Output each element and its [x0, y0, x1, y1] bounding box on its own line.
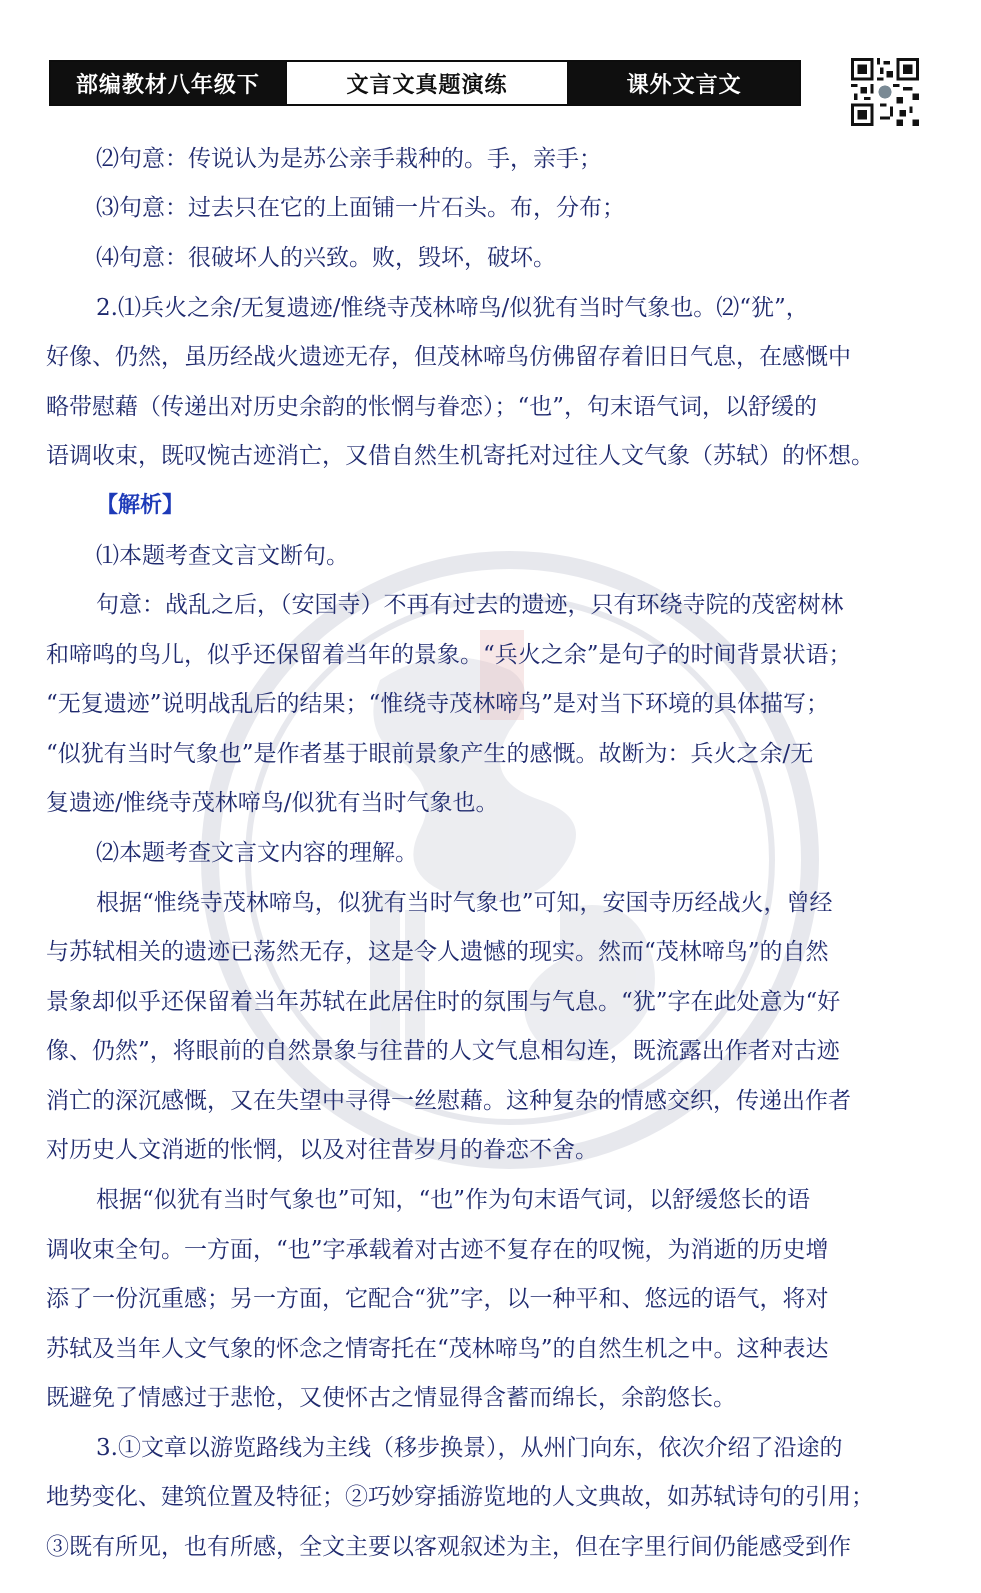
text-line: ⑷句意：很破坏人的兴致。败，毁坏，破坏。 — [96, 245, 556, 271]
text-line: 景象却似乎还保留着当年苏轼在此居住时的氛围与气息。“犹”字在此处意为“好 — [46, 989, 841, 1015]
text-line: 既避免了情感过于悲怆，又使怀古之情显得含蓄而绵长，余韵悠长。 — [46, 1385, 736, 1411]
analysis-heading: 【解析】 — [96, 493, 185, 518]
text-line: 消亡的深沉感慨，又在失望中寻得一丝慰藉。这种复杂的情感交织，传递出作者 — [46, 1088, 851, 1114]
text-line: 2.⑴兵火之余/无复遗迹/惟绕寺茂林啼鸟/似犹有当时气象也。⑵“犹”， — [96, 295, 809, 321]
header-bar — [49, 60, 801, 106]
text-line: 略带慰藉（传递出对历史余韵的怅惘与眷恋）；“也”，句末语气词，以舒缓的 — [46, 394, 818, 420]
text-line: 与苏轼相关的遗迹已荡然无存，这是令人遗憾的现实。然而“茂林啼鸟”的自然 — [46, 939, 829, 965]
text-line: 地势变化、建筑位置及特征；②巧妙穿插游览地的人文典故，如苏轼诗句的引用； — [46, 1484, 874, 1510]
qr-code-icon — [851, 58, 919, 126]
text-line: ⑴本题考查文言文断句。 — [96, 543, 349, 569]
text-line: “似犹有当时气象也”是作者基于眼前景象产生的感慨。故断为：兵火之余/无 — [46, 741, 814, 767]
text-line: ③既有所见，也有所感，全文主要以客观叙述为主，但在字里行间仍能感受到作 — [46, 1534, 851, 1560]
text-line: “无复遗迹”说明战乱后的结果；“惟绕寺茂林啼鸟”是对当下环境的具体描写； — [46, 691, 830, 717]
text-line: 添了一份沉重感；另一方面，它配合“犹”字，以一种平和、悠远的语气，将对 — [46, 1286, 829, 1312]
text-line: 复遗迹/惟绕寺茂林啼鸟/似犹有当时气象也。 — [46, 790, 499, 816]
header-grade-label: 部编教材八年级下 — [51, 62, 285, 104]
text-line: 好像、仍然，虽历经战火遗迹无存，但茂林啼鸟仿佛留存着旧日气息，在感慨中 — [46, 344, 851, 370]
text-line: 句意：战乱之后，（安国寺）不再有过去的遗迹，只有环绕寺院的茂密树林 — [96, 592, 844, 618]
text-line: 对历史人文消逝的怅惘，以及对往昔岁月的眷恋不舍。 — [46, 1137, 598, 1163]
text-line: 语调收束，既叹惋古迹消亡，又借自然生机寄托对过往人文气象（苏轼）的怀想。 — [46, 443, 874, 469]
text-line: 像、仍然”，将眼前的自然景象与往昔的人文气息相勾连，既流露出作者对古迹 — [46, 1038, 840, 1064]
header-category-label: 课外文言文 — [569, 62, 799, 104]
text-line: ⑶句意：过去只在它的上面铺一片石头。布，分布； — [96, 195, 625, 221]
text-line: 根据“惟绕寺茂林啼鸟，似犹有当时气象也”可知，安国寺历经战火，曾经 — [96, 890, 833, 916]
text-line: 调收束全句。一方面，“也”字承载着对古迹不复存在的叹惋，为消逝的历史增 — [46, 1237, 829, 1263]
header-title: 文言文真题演练 — [285, 62, 569, 104]
text-line: ⑵本题考查文言文内容的理解。 — [96, 840, 418, 866]
text-line: 和啼鸣的鸟儿，似乎还保留着当年的景象。“兵火之余”是句子的时间背景状语； — [46, 642, 852, 668]
text-line: 苏轼及当年人文气象的怀念之情寄托在“茂林啼鸟”的自然生机之中。这种表达 — [46, 1336, 829, 1362]
text-line: ⑵句意：传说认为是苏公亲手栽种的。手，亲手； — [96, 146, 602, 172]
text-line: 根据“似犹有当时气象也”可知，“也”作为句末语气词，以舒缓悠长的语 — [96, 1187, 811, 1213]
text-line: 3.①文章以游览路线为主线（移步换景），从州门向东，依次介绍了沿途的 — [96, 1435, 843, 1461]
